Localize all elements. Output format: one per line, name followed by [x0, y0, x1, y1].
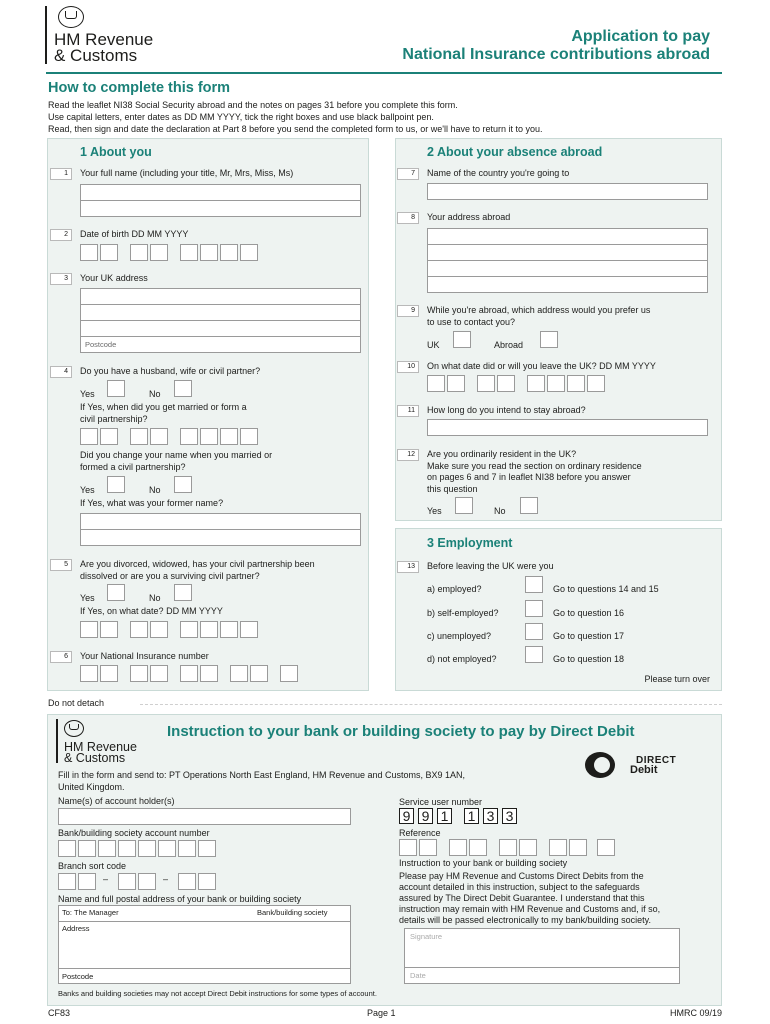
self-employed-goto: Go to question 16 — [553, 608, 625, 618]
contact-uk-checkbox[interactable] — [453, 331, 471, 348]
full-name-label: Your full name (including your title, Mr, Mrs, Miss, Ms) — [80, 168, 294, 178]
partner-yes-checkbox[interactable] — [107, 380, 125, 397]
self-employed-checkbox[interactable] — [525, 600, 543, 617]
question-number: 5 — [50, 559, 72, 571]
instruction-line: account detailed in this instruction, subject to the safeguards — [399, 882, 640, 892]
married-year-box[interactable] — [220, 428, 238, 445]
reference-box[interactable] — [419, 839, 437, 856]
address-abroad-line[interactable] — [427, 260, 708, 277]
question-number: 8 — [397, 212, 419, 224]
intro-line: Use capital letters, enter dates as DD MM YYYY, tick the right boxes and use black ballpoint pen. — [48, 112, 434, 122]
married-day-box[interactable] — [80, 428, 98, 445]
dob-year-box[interactable] — [240, 244, 258, 261]
unemployed-label: c) unemployed? — [427, 631, 492, 641]
ni-number-box[interactable] — [100, 665, 118, 682]
form-version: HMRC 09/19 — [669, 1008, 722, 1018]
divorced-question-label — [80, 559, 315, 582]
dd-heading: Instruction to your bank or building society to pay by Direct Debit — [167, 723, 635, 740]
instruction-line: instruction may remain with HM Revenue and Customs and, if so, — [399, 904, 661, 914]
service-user-digit: 9 — [399, 808, 414, 824]
dob-day-box[interactable] — [100, 244, 118, 261]
signature-field[interactable] — [404, 928, 680, 968]
question-number: 4 — [50, 366, 72, 378]
account-number-label: Bank/building society account number — [58, 828, 210, 838]
country-field[interactable] — [427, 183, 708, 200]
contact-address-line: to use to contact you? — [427, 316, 516, 327]
divorced-month-box[interactable] — [130, 621, 148, 638]
leave-year-box[interactable] — [587, 375, 605, 392]
married-date-label — [80, 402, 247, 425]
account-number-box[interactable] — [158, 840, 176, 857]
question-number: 10 — [397, 361, 419, 373]
divorced-year-box[interactable] — [220, 621, 238, 638]
abroad-option-label: Abroad — [494, 340, 524, 350]
country-label: Name of the country you're going to — [427, 168, 570, 178]
dd-send-line: Fill in the form and send to: PT Operations North East England, HM Revenue and Customs, BX9 1AN, — [58, 770, 466, 780]
account-number-box[interactable] — [138, 840, 156, 857]
partner-no-checkbox[interactable] — [174, 380, 192, 397]
leave-month-box[interactable] — [497, 375, 515, 392]
stay-duration-field[interactable] — [427, 419, 708, 436]
leave-year-box[interactable] — [567, 375, 585, 392]
ni-number-box[interactable] — [230, 665, 248, 682]
instruction-title: Instruction to your bank or building society — [399, 858, 568, 868]
service-user-label: Service user number — [399, 797, 483, 807]
reference-box[interactable] — [449, 839, 467, 856]
section-title-absence: 2 About your absence abroad — [427, 145, 603, 159]
ni-number-box[interactable] — [150, 665, 168, 682]
instruction-text — [399, 871, 660, 926]
no-label: No — [149, 593, 161, 603]
question-number: 9 — [397, 305, 419, 317]
divorced-month-box[interactable] — [150, 621, 168, 638]
question-number: 13 — [397, 561, 419, 573]
reference-box[interactable] — [549, 839, 567, 856]
intro-line: Read, then sign and date the declaration at Part 8 before you send the completed form to us, or we'll have to return it to you. — [48, 124, 543, 134]
married-month-box[interactable] — [130, 428, 148, 445]
name-change-no-checkbox[interactable] — [174, 476, 192, 493]
dd-logo-text-top: DIRECT — [636, 755, 677, 766]
instruction-line: assured by The Direct Debit Guarantee. I understand that this — [399, 893, 645, 903]
unemployed-checkbox[interactable] — [525, 623, 543, 640]
service-user-digit: 3 — [483, 808, 498, 824]
form-title-line2: National Insurance contributions abroad — [402, 46, 710, 63]
divorced-day-box[interactable] — [80, 621, 98, 638]
yes-label: Yes — [427, 506, 442, 516]
dd-send-to — [58, 770, 465, 793]
name-change-label — [80, 450, 272, 473]
no-label: No — [494, 506, 506, 516]
self-employed-label: b) self-employed? — [427, 608, 499, 618]
account-number-box[interactable] — [98, 840, 116, 857]
uk-option-label: UK — [427, 340, 440, 350]
org-name-line1: HM Revenue — [54, 30, 154, 49]
page-number: Page 1 — [367, 1008, 396, 1018]
reference-box[interactable] — [469, 839, 487, 856]
question-number: 7 — [397, 168, 419, 180]
account-holders-label: Name(s) of account holder(s) — [58, 796, 175, 806]
date-label: Date — [410, 971, 426, 980]
instruction-line: Please pay HM Revenue and Customs Direct Debits from the — [399, 871, 644, 881]
ni-number-box[interactable] — [130, 665, 148, 682]
to-manager-label: To: The Manager — [62, 908, 119, 917]
postcode-label: Postcode — [85, 340, 117, 349]
sort-code-dash: – — [163, 874, 169, 884]
yes-label: Yes — [80, 389, 95, 399]
reference-box[interactable] — [499, 839, 517, 856]
question-number: 12 — [397, 449, 419, 461]
ni-number-box[interactable] — [180, 665, 198, 682]
ordinary-resident-line: Are you ordinarily resident in the UK? — [427, 449, 577, 459]
account-number-box[interactable] — [78, 840, 96, 857]
uk-address-label: Your UK address — [80, 273, 148, 283]
please-turn-over: Please turn over — [644, 674, 710, 684]
section-title-about-you: 1 About you — [80, 145, 152, 159]
dob-year-box[interactable] — [220, 244, 238, 261]
address-label: Address — [62, 924, 90, 933]
org-name-line2: & Customs — [54, 46, 138, 65]
name-change-line: formed a civil partnership? — [80, 461, 186, 472]
reference-label: Reference — [399, 828, 441, 838]
divorced-day-box[interactable] — [100, 621, 118, 638]
married-date-line: If Yes, when did you get married or form a — [80, 402, 247, 412]
ordinary-resident-line: Make sure you read the section on ordinary residence — [427, 460, 642, 471]
divorced-question-line: dissolved or are you a surviving civil partner? — [80, 570, 260, 581]
uk-address-line[interactable] — [80, 288, 361, 305]
sort-code-box[interactable] — [178, 873, 196, 890]
instruction-line: details will be passed electronically to my bank/building society. — [399, 915, 651, 925]
stay-duration-label: How long do you intend to stay abroad? — [427, 405, 586, 415]
intro-line: Read the leaflet NI38 Social Security abroad and the notes on pages 31 before you complete this form. — [48, 100, 458, 110]
yes-label: Yes — [80, 593, 95, 603]
address-abroad-line[interactable] — [427, 228, 708, 245]
bank-address-divider — [58, 921, 351, 922]
question-number: 6 — [50, 651, 72, 663]
divorced-year-box[interactable] — [180, 621, 198, 638]
ordinary-resident-label — [427, 449, 642, 495]
address-abroad-line[interactable] — [427, 276, 708, 293]
address-abroad-label: Your address abroad — [427, 212, 511, 222]
married-day-box[interactable] — [100, 428, 118, 445]
divorced-year-box[interactable] — [240, 621, 258, 638]
leave-year-box[interactable] — [527, 375, 545, 392]
not-employed-goto: Go to question 18 — [553, 654, 625, 664]
reference-box[interactable] — [597, 839, 615, 856]
married-year-box[interactable] — [180, 428, 198, 445]
header-divider — [46, 72, 722, 74]
contact-address-line: While you're abroad, which address would you prefer us — [427, 305, 651, 315]
ni-number-box[interactable] — [80, 665, 98, 682]
ni-number-box[interactable] — [280, 665, 298, 682]
do-not-detach-label: Do not detach — [48, 698, 105, 708]
sort-code-box[interactable] — [78, 873, 96, 890]
partner-question-label: Do you have a husband, wife or civil partner? — [80, 366, 261, 376]
account-number-box[interactable] — [198, 840, 216, 857]
ni-number-box[interactable] — [200, 665, 218, 682]
question-number: 1 — [50, 168, 72, 180]
question-number: 11 — [397, 405, 419, 417]
question-number: 2 — [50, 229, 72, 241]
reference-box[interactable] — [399, 839, 417, 856]
account-number-box[interactable] — [178, 840, 196, 857]
former-name-label: If Yes, what was your former name? — [80, 498, 224, 508]
employed-label: a) employed? — [427, 584, 482, 594]
intro-heading: How to complete this form — [48, 80, 231, 96]
divorced-question-line: Are you divorced, widowed, has your civil partnership been — [80, 559, 315, 569]
service-user-digit: 1 — [464, 808, 479, 824]
sort-code-dash: – — [103, 874, 109, 884]
reference-box[interactable] — [569, 839, 587, 856]
ordinary-resident-line: this question — [427, 483, 478, 494]
dob-label: Date of birth DD MM YYYY — [80, 229, 189, 239]
uk-address-line[interactable] — [80, 304, 361, 321]
former-name-field[interactable] — [80, 529, 361, 546]
unemployed-goto: Go to question 17 — [553, 631, 625, 641]
sort-code-box[interactable] — [58, 873, 76, 890]
dob-month-box[interactable] — [130, 244, 148, 261]
date-field[interactable] — [404, 967, 680, 984]
name-change-yes-checkbox[interactable] — [107, 476, 125, 493]
divorced-yes-checkbox[interactable] — [107, 584, 125, 601]
dob-month-box[interactable] — [150, 244, 168, 261]
bank-society-label: Bank/building society — [257, 908, 328, 917]
sort-code-box[interactable] — [138, 873, 156, 890]
contact-address-label — [427, 305, 650, 328]
dd-send-line: United Kingdom. — [58, 781, 125, 792]
reference-box[interactable] — [519, 839, 537, 856]
name-change-line: Did you change your name when you married or — [80, 450, 273, 460]
question-number: 3 — [50, 273, 72, 285]
postcode-label: Postcode — [62, 972, 94, 981]
sort-code-box[interactable] — [118, 873, 136, 890]
account-number-box[interactable] — [118, 840, 136, 857]
dob-year-box[interactable] — [200, 244, 218, 261]
form-title-line1: Application to pay — [571, 28, 710, 45]
married-year-box[interactable] — [240, 428, 258, 445]
no-label: No — [149, 485, 161, 495]
full-name-field-line1[interactable] — [80, 184, 361, 201]
contact-abroad-checkbox[interactable] — [540, 331, 558, 348]
not-employed-checkbox[interactable] — [525, 646, 543, 663]
bank-address-divider — [58, 968, 351, 969]
service-user-digit: 1 — [437, 808, 452, 824]
leave-month-box[interactable] — [477, 375, 495, 392]
full-name-field-line2[interactable] — [80, 200, 361, 217]
resident-yes-checkbox[interactable] — [455, 497, 473, 514]
divorced-year-box[interactable] — [200, 621, 218, 638]
dob-year-box[interactable] — [180, 244, 198, 261]
dd-note: Banks and building societies may not accept Direct Debit instructions for some types of account. — [58, 989, 377, 998]
signature-label: Signature — [410, 932, 443, 941]
divorced-date-label: If Yes, on what date? DD MM YYYY — [80, 606, 223, 616]
married-date-line: civil partnership? — [80, 413, 148, 424]
intro-text — [48, 99, 543, 135]
former-name-field[interactable] — [80, 513, 361, 530]
dd-logo-text-bottom: Debit — [630, 764, 658, 776]
yes-label: Yes — [80, 485, 95, 495]
dd-org-line2: & Customs — [64, 751, 126, 765]
address-abroad-line[interactable] — [427, 244, 708, 261]
bank-address-label: Name and full postal address of your bank or building society — [58, 894, 302, 904]
dob-day-box[interactable] — [80, 244, 98, 261]
married-month-box[interactable] — [150, 428, 168, 445]
form-code: CF83 — [48, 1008, 71, 1018]
sort-code-label: Branch sort code — [58, 861, 127, 871]
account-holders-field[interactable] — [58, 808, 351, 825]
service-user-digit: 3 — [502, 808, 517, 824]
employed-goto: Go to questions 14 and 15 — [553, 584, 659, 594]
leave-day-box[interactable] — [447, 375, 465, 392]
employed-checkbox[interactable] — [525, 576, 543, 593]
leave-day-box[interactable] — [427, 375, 445, 392]
uk-postcode-field[interactable] — [80, 336, 361, 353]
detach-line — [140, 704, 722, 705]
ordinary-resident-line: on pages 6 and 7 in leaflet NI38 before you answer — [427, 472, 631, 482]
not-employed-label: d) not employed? — [427, 654, 497, 664]
service-user-digit: 9 — [418, 808, 433, 824]
ni-number-box[interactable] — [250, 665, 268, 682]
sort-code-box[interactable] — [198, 873, 216, 890]
dd-org-line1: HM Revenue — [64, 740, 137, 754]
divorced-no-checkbox[interactable] — [174, 584, 192, 601]
uk-address-line[interactable] — [80, 320, 361, 337]
leave-date-label: On what date did or will you leave the UK? DD MM YYYY — [427, 361, 656, 371]
leave-year-box[interactable] — [547, 375, 565, 392]
ni-number-label: Your National Insurance number — [80, 651, 209, 661]
employment-question-label: Before leaving the UK were you — [427, 561, 554, 571]
no-label: No — [149, 389, 161, 399]
section-title-employment: 3 Employment — [427, 536, 513, 550]
married-year-box[interactable] — [200, 428, 218, 445]
account-number-box[interactable] — [58, 840, 76, 857]
resident-no-checkbox[interactable] — [520, 497, 538, 514]
